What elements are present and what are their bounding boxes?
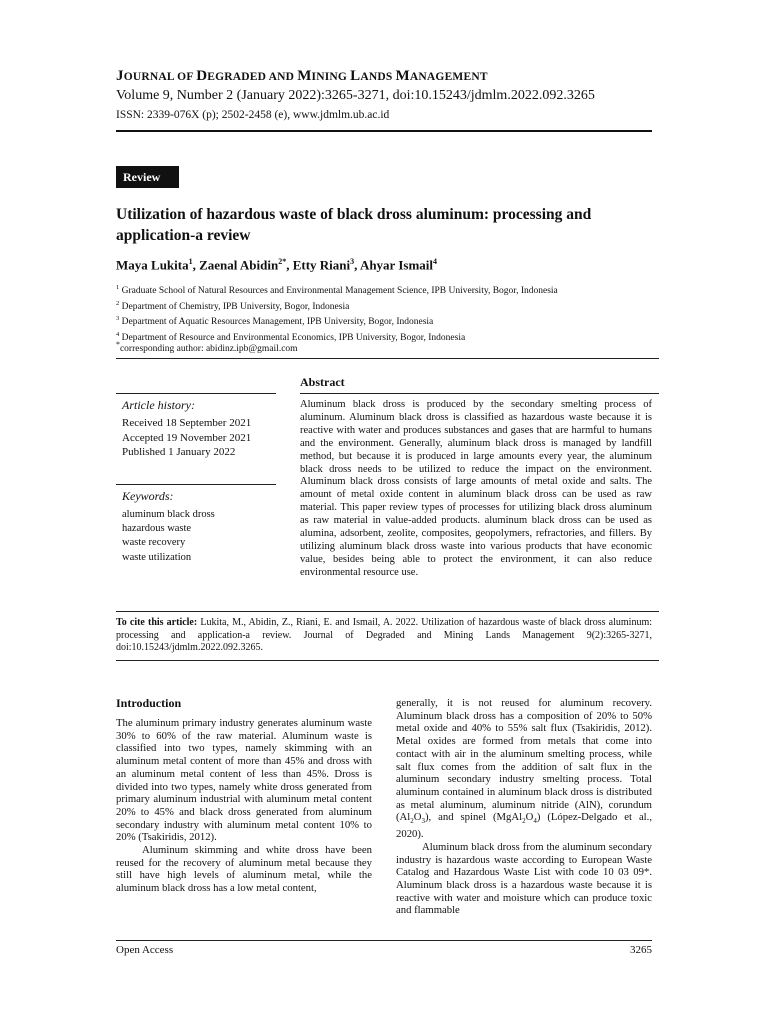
open-access-label: Open Access xyxy=(116,944,174,956)
article-history-label: Article history: xyxy=(122,398,195,412)
citation-block: To cite this article: Lukita, M., Abidin, Z., Riani, E. and Ismail, A. 2022. Utilization of hazardous waste of black dross aluminum: processing and application-a review. Journal of Degraded and Mining Lands Management 9(2):3265-3271, doi:10.15243/jdmlm.2022.092.3265. xyxy=(116,617,652,654)
keyword-item: waste utilization xyxy=(122,551,192,563)
paragraph: The aluminum primary industry generates aluminum waste 30% to 60% of the raw material. Aluminum waste is classified into two types, namely skimming with an aluminum metal content of more than 45% and dross with an aluminum metal content of less than 45%. Dross is divided into two types, namely white dross generated from primary aluminum industrial with aluminum metal content 20% to 45% and black dross generated from aluminum secondary industry with aluminum metal content 10% to 20% (Tsakiridis, 2012). xyxy=(116,717,372,844)
article-title: Utilization of hazardous waste of black dross aluminum: processing and application-a review xyxy=(116,206,592,244)
footer-divider xyxy=(116,940,652,941)
received-date: Received 18 September 2021 xyxy=(122,417,252,429)
keywords-label: Keywords: xyxy=(122,489,174,503)
article-type-badge: Review xyxy=(116,166,179,188)
affiliation-item: $^3$ Department of Aquatic Resources Management, IPB University, Bogor, Indonesia xyxy=(116,315,434,328)
author-name: Maya Lukita xyxy=(116,257,189,273)
abstract-divider xyxy=(300,393,659,394)
paragraph: Aluminum black dross from the aluminum secondary industry is hazardous waste according to European Waste Catalog and Hazardous Waste List with code 10 03 09*. Aluminum black dross is a hazardous waste because it is reactive with water and moisture which can produce toxic and flammable xyxy=(396,840,652,917)
section-divider xyxy=(116,358,659,359)
affiliation-item: $^4$ Department of Resource and Environmental Economics, IPB University, Bogor, Indonesia xyxy=(116,330,466,343)
abstract-heading: Abstract xyxy=(300,375,345,389)
author-list: Maya Lukita$^1$, Zaenal Abidin$^{2*}$, Etty Riani$^3$, Ahyar Ismail$^4$ xyxy=(116,257,438,273)
history-top-rule xyxy=(116,393,276,394)
volume-line: Volume 9, Number 2 (January 2022):3265-3271, doi:10.15243/jdmlm.2022.092.3265 xyxy=(116,88,595,103)
right-column xyxy=(396,697,652,917)
affiliation-list xyxy=(116,282,652,344)
citation-top-rule xyxy=(116,611,659,612)
article-history xyxy=(122,416,251,460)
author-name: Ahyar Ismail xyxy=(359,257,434,273)
keyword-item: hazardous waste xyxy=(122,523,192,535)
introduction-heading: Introduction xyxy=(116,696,182,710)
header-divider xyxy=(116,130,652,132)
published-date: Published 1 January 2022 xyxy=(122,446,236,458)
left-column xyxy=(116,717,372,895)
author-name: Zaenal Abidin xyxy=(199,257,279,273)
paragraph: generally, it is not reused for aluminum recovery. Aluminum black dross has a composition of 20% to 50% metal oxide and 40% to 55% salt flux (Tsakiridis, 2012). Metal oxides are formed from metals that come into contact with air in the aluminum smelting process, while salt flux comes from the addition of salt flux in the aluminum secondary industry smelting process. Total aluminum contained in aluminum black dross is distributed as metal aluminum, aluminum nitride (AlN), corundum $(Al_2O_3)$, and spinel $(MgAl_2O_4)$ (López-Delgado et al., 2020). xyxy=(396,697,652,841)
affiliation-item: $^2$ Department of Chemistry, IPB University, Bogor, Indonesia xyxy=(116,299,350,312)
accepted-date: Accepted 19 November 2021 xyxy=(122,431,252,444)
keywords-top-rule xyxy=(116,484,276,485)
keyword-item: waste recovery xyxy=(122,537,186,549)
corresponding-author: *corresponding author: abidinz.ipb@gmail.com xyxy=(116,340,298,355)
issn-line: ISSN: 2339-076X (p); 2502-2458 (e), www.jdmlm.ub.ac.id xyxy=(116,109,390,121)
keyword-item: aluminum black dross xyxy=(122,509,215,520)
keyword-list xyxy=(122,508,215,565)
journal-title: JOURNAL OF DEGRADED AND MINING LANDS MANAGEMENT xyxy=(116,68,488,84)
paragraph: Aluminum skimming and white dross have been reused for the recovery of aluminum metal because they still have high levels of aluminum metal, while the aluminum black dross has a low metal content, xyxy=(116,844,372,895)
affiliation-item: $^1$ Graduate School of Natural Resources and Environmental Management Science, IPB University, Bogor, Indonesia xyxy=(116,284,558,297)
abstract-body: Aluminum black dross is produced by the secondary smelting process of aluminum. Aluminum black dross is classified as hazardous waste because it is reactive with water and produces substances and gases that are harmful to humans and the environment. Generally, aluminum black dross is managed by landfill method, but because it is produced in large amounts every year, the aluminum black dross needs to be utilized to reduce the impact on the environment. Aluminum black dross consists of large amounts of metal oxide and salts. The amount of metal oxide content in aluminum black dross can be used as raw material. This paper review types of processes for utilizing black dross aluminum as raw material in value-added products. aluminum black dross can be used as alumina, adsorbent, zeolite, composites, geopolymers, refractories, and fillers. By utilizing aluminum black dross waste into various products that have economic value, besides being able to protect the environment, it can also reduce environmental resource use. xyxy=(300,399,652,578)
citation-bottom-rule xyxy=(116,660,659,661)
author-name: Etty Riani xyxy=(292,257,351,273)
page-number: 3265 xyxy=(630,944,652,956)
